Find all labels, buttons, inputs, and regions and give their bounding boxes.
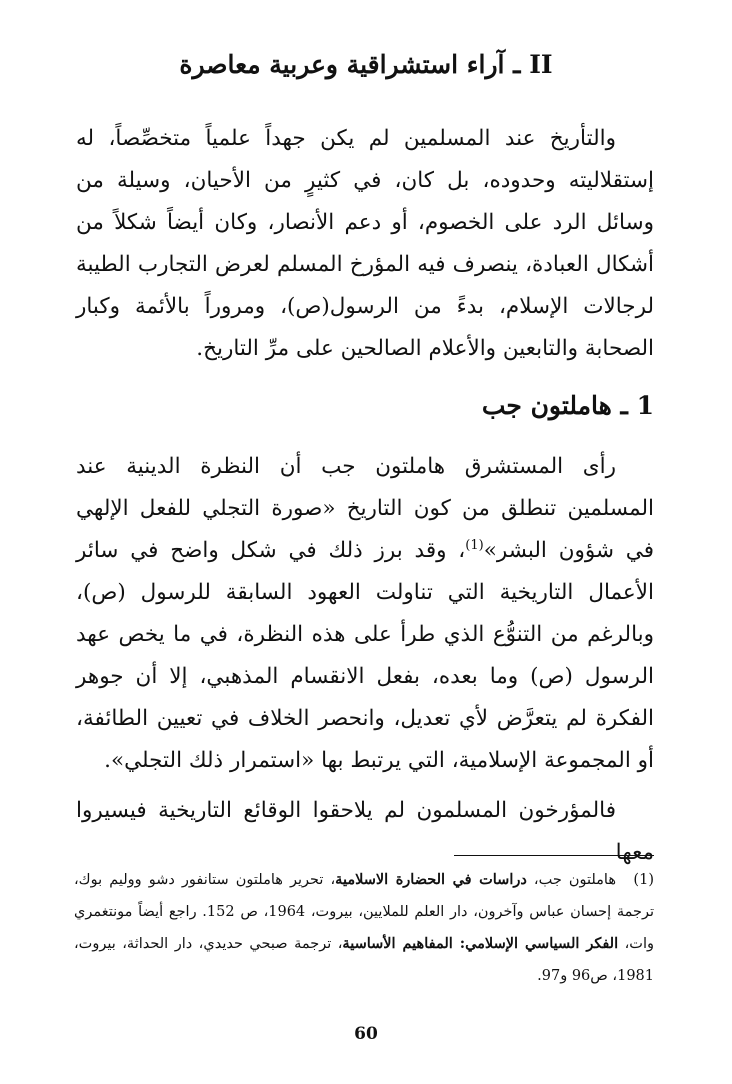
section-title: II ـ آراء استشراقية وعربية معاصرة [179,50,553,79]
historians-paragraph [76,790,654,874]
footnote-text-2: ، تحرير هاملتون ستانفور دشو ووليم بوك، ترجمة إحسان عباس وآخرون، دار العلم للملايين، بيروت، 1964، ص 152. راجع أيضاً مونتغمري وات، [74,872,654,952]
footnote-divider [454,855,654,856]
paragraph-indent [616,454,654,479]
footnote-text-1: هاملتون جب، [526,872,616,888]
gibb-paragraph-part-b: ، وقد برز ذلك في شكل واضح في سائر الأعمال التاريخية التي تناولت العهود السابقة للرسول (ص)، وبالرغم من التنوُّع الذي طرأ على هذه النظرة، في ما يخص عهد الرسول (ص) وما بعده، بفعل الانقسام المذهبي، إلا أن جوهر الفكرة لم يتعرَّض لأي تعديل، وانحصر الخلاف في تعيين الطائفة، أو المجموعة الإسلامية، التي يرتبط بها «استمرار ذلك التجلي». [76,538,654,773]
gibb-paragraph [76,446,654,782]
footnote-number: (1) [633,872,654,888]
footnote-reference[interactable]: (1) [465,537,484,553]
paragraph-indent [616,126,654,151]
page-number: 60 [354,1024,378,1044]
footnote-book-title-2: الفكر السياسي الإسلامي: المفاهيم الأساسية [342,935,619,952]
footnote-text-3: ، ترجمة صبحي حديدي، دار الحداثة، بيروت، 1981، ص96 و97. [74,936,654,984]
historians-paragraph-text: فالمؤرخون المسلمون لم يلاحقوا الوقائع التاريخية فيسيروا معها [76,798,654,865]
intro-paragraph-text: والتأريخ عند المسلمين لم يكن جهداً علمياً متخصِّصاً، له إستقلاليته وحدوده، بل كان، في كثيرٍ من الأحيان، وسيلة من وسائل الرد على الخصوم، أو دعم الأنصار، وكان أيضاً شكلاً من أشكال العبادة، ينصرف فيه المؤرخ المسلم لعرض التجارب الطيبة لرجالات الإسلام، بدءً من الرسول(ص)، ومروراً بالأئمة وكبار الصحابة والتابعين والأعلام الصالحين على مرِّ التاريخ. [76,126,654,361]
gibb-paragraph-part-a: رأى المستشرق هاملتون جب أن النظرة الدينية عند المسلمين تنطلق من كون التاريخ «صورة التجلي للفعل الإلهي في شؤون البشر» [76,454,654,563]
footnote-book-title-1: دراسات في الحضارة الاسلامية [335,871,527,888]
paragraph-indent [616,798,654,823]
intro-paragraph [76,118,654,370]
footnote [74,864,654,992]
subsection-title: 1 ـ هاملتون جب [481,391,654,420]
